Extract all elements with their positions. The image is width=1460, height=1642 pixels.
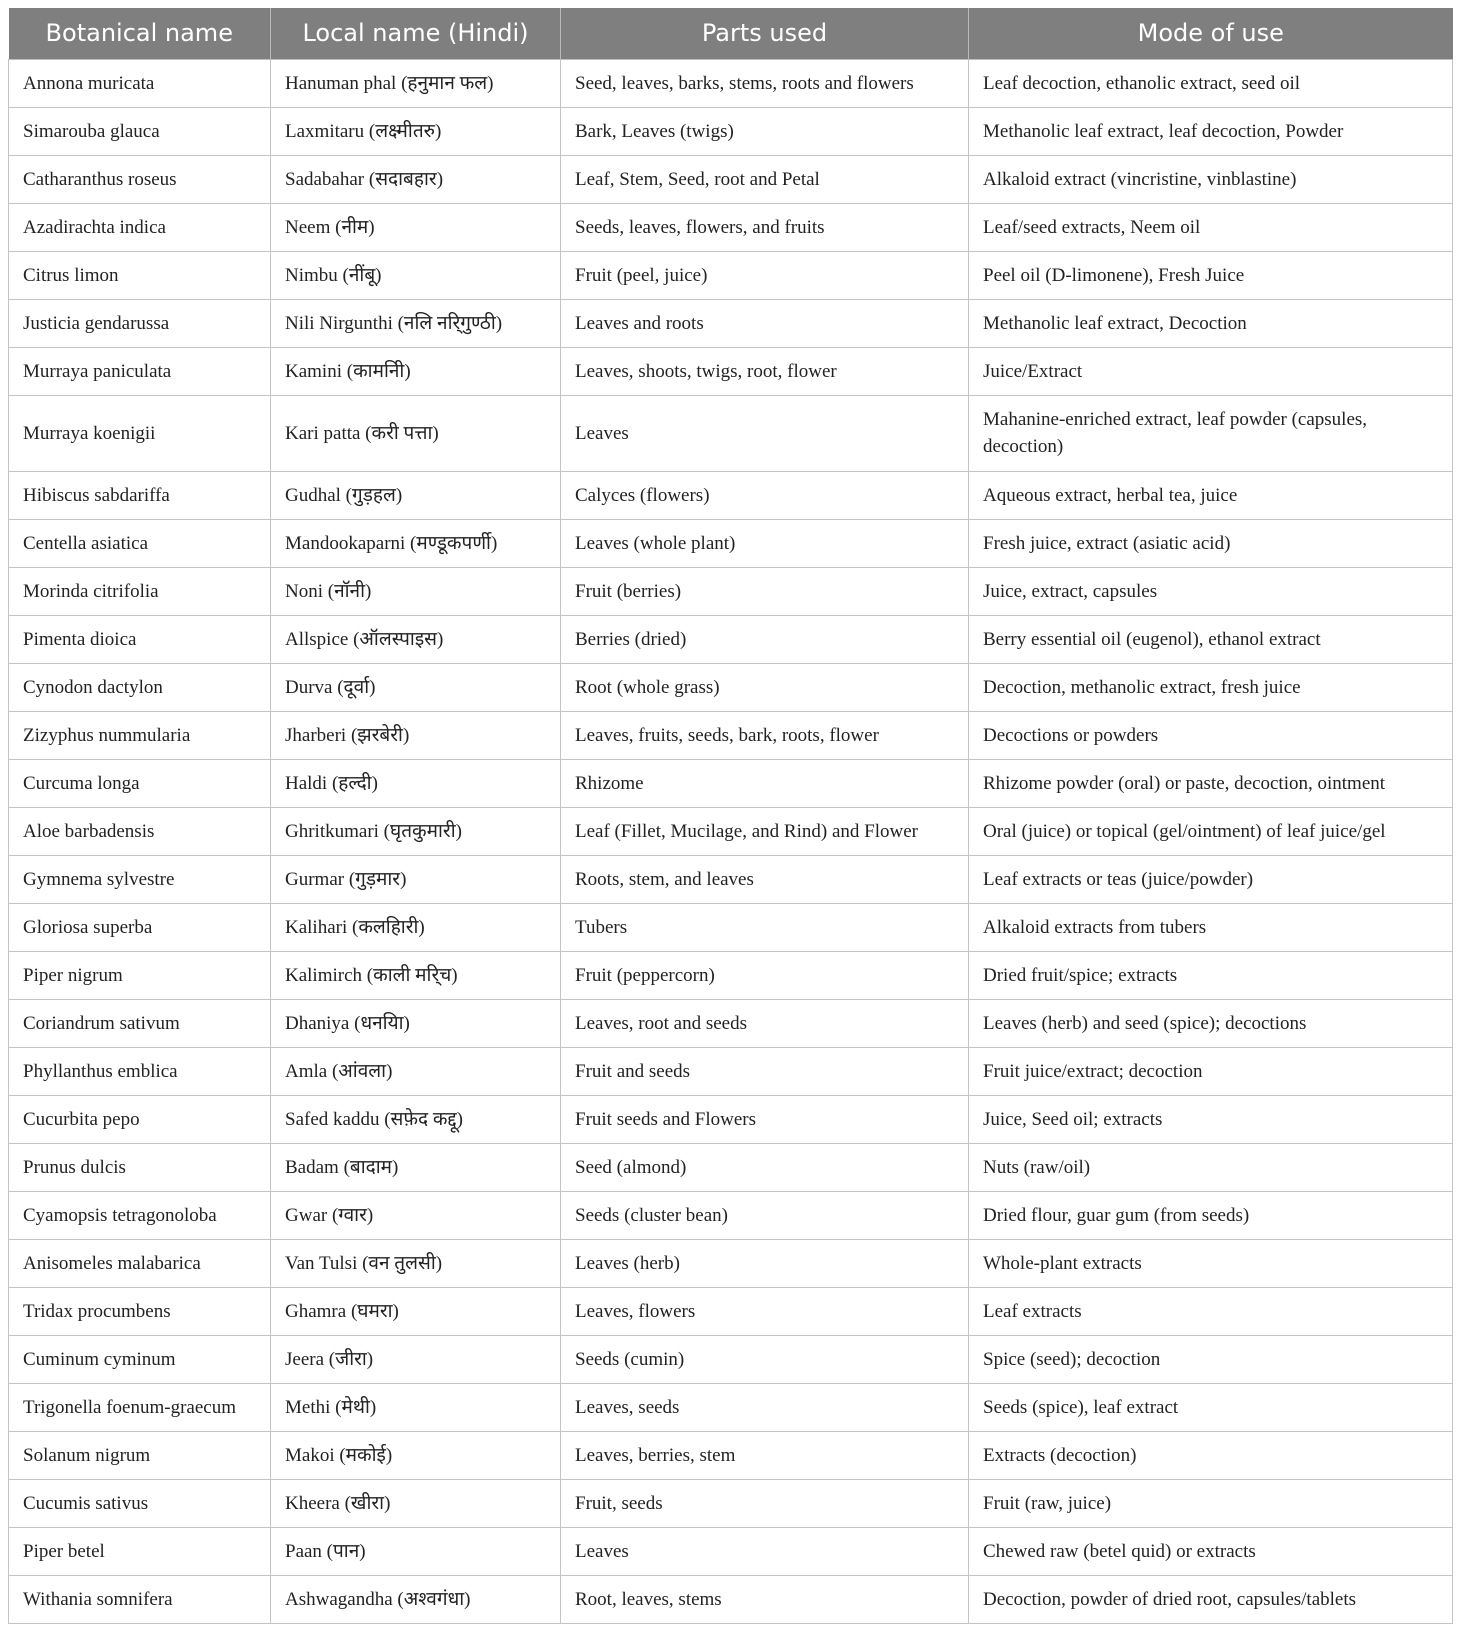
botanical-name-cell: Cucumis sativus: [9, 1479, 271, 1527]
mode-of-use-cell: Methanolic leaf extract, Decoction: [969, 299, 1453, 347]
header-botanical-name: Botanical name: [9, 8, 271, 59]
parts-used-cell: Seed, leaves, barks, stems, roots and flowers: [561, 59, 969, 107]
botanical-name-cell: Azadirachta indica: [9, 203, 271, 251]
table-header: [9, 8, 1453, 59]
mode-of-use-cell: Oral (juice) or topical (gel/ointment) of leaf juice/gel: [969, 807, 1453, 855]
local-name-cell: Safed kaddu (सफ़ेद कद्दू): [271, 1095, 561, 1143]
parts-used-cell: Leaves, root and seeds: [561, 999, 969, 1047]
parts-used-cell: Leaves and roots: [561, 299, 969, 347]
local-name-cell: Methi (मेथी): [271, 1383, 561, 1431]
table-row: [9, 1095, 1453, 1143]
local-name-cell: Jeera (जीरा): [271, 1335, 561, 1383]
local-name-cell: Hanuman phal (हनुमान फल): [271, 59, 561, 107]
parts-used-cell: Leaves (whole plant): [561, 519, 969, 567]
parts-used-cell: Root (whole grass): [561, 663, 969, 711]
mode-of-use-cell: Aqueous extract, herbal tea, juice: [969, 471, 1453, 519]
botanical-name-cell: Piper betel: [9, 1527, 271, 1575]
local-name-cell: Allspice (ऑलस्पाइस): [271, 615, 561, 663]
parts-used-cell: Seed (almond): [561, 1143, 969, 1191]
mode-of-use-cell: Fruit juice/extract; decoction: [969, 1047, 1453, 1095]
parts-used-cell: Leaves: [561, 1527, 969, 1575]
parts-used-cell: Fruit (peppercorn): [561, 951, 969, 999]
table-row: [9, 519, 1453, 567]
header-mode-of-use: Mode of use: [969, 8, 1453, 59]
parts-used-cell: Fruit (peel, juice): [561, 251, 969, 299]
botanical-name-cell: Cucurbita pepo: [9, 1095, 271, 1143]
mode-of-use-cell: Fresh juice, extract (asiatic acid): [969, 519, 1453, 567]
local-name-cell: Durva (दूर्वा): [271, 663, 561, 711]
table-row: [9, 299, 1453, 347]
botanical-name-cell: Coriandrum sativum: [9, 999, 271, 1047]
parts-used-cell: Fruit, seeds: [561, 1479, 969, 1527]
mode-of-use-cell: Leaf extracts: [969, 1287, 1453, 1335]
mode-of-use-cell: Berry essential oil (eugenol), ethanol extract: [969, 615, 1453, 663]
botanical-name-cell: Citrus limon: [9, 251, 271, 299]
plants-table: [8, 8, 1453, 1624]
table-row: [9, 59, 1453, 107]
table-row: [9, 1479, 1453, 1527]
local-name-cell: Noni (नॉनी): [271, 567, 561, 615]
mode-of-use-cell: Decoction, methanolic extract, fresh juice: [969, 663, 1453, 711]
botanical-name-cell: Simarouba glauca: [9, 107, 271, 155]
mode-of-use-cell: Seeds (spice), leaf extract: [969, 1383, 1453, 1431]
mode-of-use-cell: Leaf extracts or teas (juice/powder): [969, 855, 1453, 903]
botanical-name-cell: Justicia gendarussa: [9, 299, 271, 347]
botanical-name-cell: Trigonella foenum-graecum: [9, 1383, 271, 1431]
mode-of-use-cell: Rhizome powder (oral) or paste, decoction, ointment: [969, 759, 1453, 807]
mode-of-use-cell: Decoction, powder of dried root, capsules/tablets: [969, 1575, 1453, 1623]
parts-used-cell: Leaves, seeds: [561, 1383, 969, 1431]
table-row: [9, 1239, 1453, 1287]
local-name-cell: Gurmar (गुड़मार): [271, 855, 561, 903]
local-name-cell: Neem (नीम): [271, 203, 561, 251]
table-row: [9, 903, 1453, 951]
local-name-cell: Amla (आंवला): [271, 1047, 561, 1095]
botanical-name-cell: Curcuma longa: [9, 759, 271, 807]
local-name-cell: Ghamra (घमरा): [271, 1287, 561, 1335]
mode-of-use-cell: Leaf decoction, ethanolic extract, seed oil: [969, 59, 1453, 107]
botanical-name-cell: Withania somnifera: [9, 1575, 271, 1623]
local-name-cell: Gudhal (गुड़हल): [271, 471, 561, 519]
table-row: [9, 471, 1453, 519]
parts-used-cell: Seeds (cluster bean): [561, 1191, 969, 1239]
botanical-name-cell: Hibiscus sabdariffa: [9, 471, 271, 519]
parts-used-cell: Bark, Leaves (twigs): [561, 107, 969, 155]
parts-used-cell: Leaves, shoots, twigs, root, flower: [561, 347, 969, 395]
header-row: [9, 8, 1453, 59]
local-name-cell: Badam (बादाम): [271, 1143, 561, 1191]
botanical-name-cell: Zizyphus nummularia: [9, 711, 271, 759]
mode-of-use-cell: Mahanine-enriched extract, leaf powder (capsules, decoction): [969, 395, 1453, 471]
table-row: [9, 759, 1453, 807]
botanical-name-cell: Catharanthus roseus: [9, 155, 271, 203]
mode-of-use-cell: Whole-plant extracts: [969, 1239, 1453, 1287]
mode-of-use-cell: Juice, Seed oil; extracts: [969, 1095, 1453, 1143]
mode-of-use-cell: Spice (seed); decoction: [969, 1335, 1453, 1383]
parts-used-cell: Leaves (herb): [561, 1239, 969, 1287]
mode-of-use-cell: Dried fruit/spice; extracts: [969, 951, 1453, 999]
mode-of-use-cell: Peel oil (D-limonene), Fresh Juice: [969, 251, 1453, 299]
parts-used-cell: Leaves, fruits, seeds, bark, roots, flower: [561, 711, 969, 759]
mode-of-use-cell: Juice/Extract: [969, 347, 1453, 395]
local-name-cell: Ashwagandha (अश्वगंधा): [271, 1575, 561, 1623]
botanical-name-cell: Phyllanthus emblica: [9, 1047, 271, 1095]
mode-of-use-cell: Extracts (decoction): [969, 1431, 1453, 1479]
parts-used-cell: Root, leaves, stems: [561, 1575, 969, 1623]
parts-used-cell: Tubers: [561, 903, 969, 951]
parts-used-cell: Fruit (berries): [561, 567, 969, 615]
botanical-name-cell: Murraya paniculata: [9, 347, 271, 395]
header-local-name: Local name (Hindi): [271, 8, 561, 59]
local-name-cell: Haldi (हल्दी): [271, 759, 561, 807]
table-row: [9, 1335, 1453, 1383]
botanical-name-cell: Solanum nigrum: [9, 1431, 271, 1479]
botanical-name-cell: Cyamopsis tetragonoloba: [9, 1191, 271, 1239]
parts-used-cell: Leaf (Fillet, Mucilage, and Rind) and Flower: [561, 807, 969, 855]
local-name-cell: Sadabahar (सदाबहार): [271, 155, 561, 203]
botanical-name-cell: Prunus dulcis: [9, 1143, 271, 1191]
botanical-name-cell: Gloriosa superba: [9, 903, 271, 951]
parts-used-cell: Leaf, Stem, Seed, root and Petal: [561, 155, 969, 203]
mode-of-use-cell: Nuts (raw/oil): [969, 1143, 1453, 1191]
table-row: [9, 1575, 1453, 1623]
table-row: [9, 1431, 1453, 1479]
table-row: [9, 1383, 1453, 1431]
table-row: [9, 347, 1453, 395]
local-name-cell: Kamini (कामनिी): [271, 347, 561, 395]
mode-of-use-cell: Decoctions or powders: [969, 711, 1453, 759]
parts-used-cell: Seeds, leaves, flowers, and fruits: [561, 203, 969, 251]
botanical-name-cell: Cynodon dactylon: [9, 663, 271, 711]
table-row: [9, 855, 1453, 903]
botanical-name-cell: Aloe barbadensis: [9, 807, 271, 855]
table-row: [9, 999, 1453, 1047]
local-name-cell: Kari patta (करी पत्ता): [271, 395, 561, 471]
parts-used-cell: Leaves, flowers: [561, 1287, 969, 1335]
table-row: [9, 155, 1453, 203]
mode-of-use-cell: Juice, extract, capsules: [969, 567, 1453, 615]
table-row: [9, 1047, 1453, 1095]
botanical-name-cell: Gymnema sylvestre: [9, 855, 271, 903]
local-name-cell: Laxmitaru (लक्ष्मीतरु): [271, 107, 561, 155]
table-row: [9, 1527, 1453, 1575]
local-name-cell: Jharberi (झरबेरी): [271, 711, 561, 759]
table-row: [9, 567, 1453, 615]
local-name-cell: Nimbu (नींबू): [271, 251, 561, 299]
table-row: [9, 251, 1453, 299]
mode-of-use-cell: Methanolic leaf extract, leaf decoction, Powder: [969, 107, 1453, 155]
botanical-name-cell: Piper nigrum: [9, 951, 271, 999]
local-name-cell: Dhaniya (धनयिा): [271, 999, 561, 1047]
local-name-cell: Kalimirch (काली मरि्च): [271, 951, 561, 999]
local-name-cell: Nili Nirgunthi (नलि नरि्गुण्ठी): [271, 299, 561, 347]
local-name-cell: Paan (पान): [271, 1527, 561, 1575]
table-container: [8, 8, 1452, 1624]
local-name-cell: Mandookaparni (मण्डूकपर्णी): [271, 519, 561, 567]
botanical-name-cell: Pimenta dioica: [9, 615, 271, 663]
table-row: [9, 615, 1453, 663]
table-row: [9, 107, 1453, 155]
parts-used-cell: Fruit and seeds: [561, 1047, 969, 1095]
mode-of-use-cell: Dried flour, guar gum (from seeds): [969, 1191, 1453, 1239]
header-parts-used: Parts used: [561, 8, 969, 59]
table-row: [9, 951, 1453, 999]
parts-used-cell: Calyces (flowers): [561, 471, 969, 519]
parts-used-cell: Leaves, berries, stem: [561, 1431, 969, 1479]
parts-used-cell: Rhizome: [561, 759, 969, 807]
local-name-cell: Ghritkumari (घृतकुमारी): [271, 807, 561, 855]
parts-used-cell: Leaves: [561, 395, 969, 471]
botanical-name-cell: Cuminum cyminum: [9, 1335, 271, 1383]
table-row: [9, 1287, 1453, 1335]
botanical-name-cell: Anisomeles malabarica: [9, 1239, 271, 1287]
mode-of-use-cell: Alkaloid extract (vincristine, vinblastine): [969, 155, 1453, 203]
botanical-name-cell: Annona muricata: [9, 59, 271, 107]
table-row: [9, 663, 1453, 711]
table-body: [9, 59, 1453, 1623]
table-row: [9, 711, 1453, 759]
table-row: [9, 1143, 1453, 1191]
botanical-name-cell: Morinda citrifolia: [9, 567, 271, 615]
parts-used-cell: Fruit seeds and Flowers: [561, 1095, 969, 1143]
table-row: [9, 203, 1453, 251]
botanical-name-cell: Centella asiatica: [9, 519, 271, 567]
parts-used-cell: Seeds (cumin): [561, 1335, 969, 1383]
mode-of-use-cell: Fruit (raw, juice): [969, 1479, 1453, 1527]
local-name-cell: Gwar (ग्वार): [271, 1191, 561, 1239]
table-row: [9, 395, 1453, 471]
mode-of-use-cell: Leaf/seed extracts, Neem oil: [969, 203, 1453, 251]
mode-of-use-cell: Chewed raw (betel quid) or extracts: [969, 1527, 1453, 1575]
botanical-name-cell: Tridax procumbens: [9, 1287, 271, 1335]
local-name-cell: Kheera (खीरा): [271, 1479, 561, 1527]
table-row: [9, 807, 1453, 855]
local-name-cell: Van Tulsi (वन तुलसी): [271, 1239, 561, 1287]
mode-of-use-cell: Alkaloid extracts from tubers: [969, 903, 1453, 951]
mode-of-use-cell: Leaves (herb) and seed (spice); decoctions: [969, 999, 1453, 1047]
local-name-cell: Kalihari (कलहिारी): [271, 903, 561, 951]
parts-used-cell: Roots, stem, and leaves: [561, 855, 969, 903]
parts-used-cell: Berries (dried): [561, 615, 969, 663]
table-row: [9, 1191, 1453, 1239]
botanical-name-cell: Murraya koenigii: [9, 395, 271, 471]
local-name-cell: Makoi (मकोई): [271, 1431, 561, 1479]
